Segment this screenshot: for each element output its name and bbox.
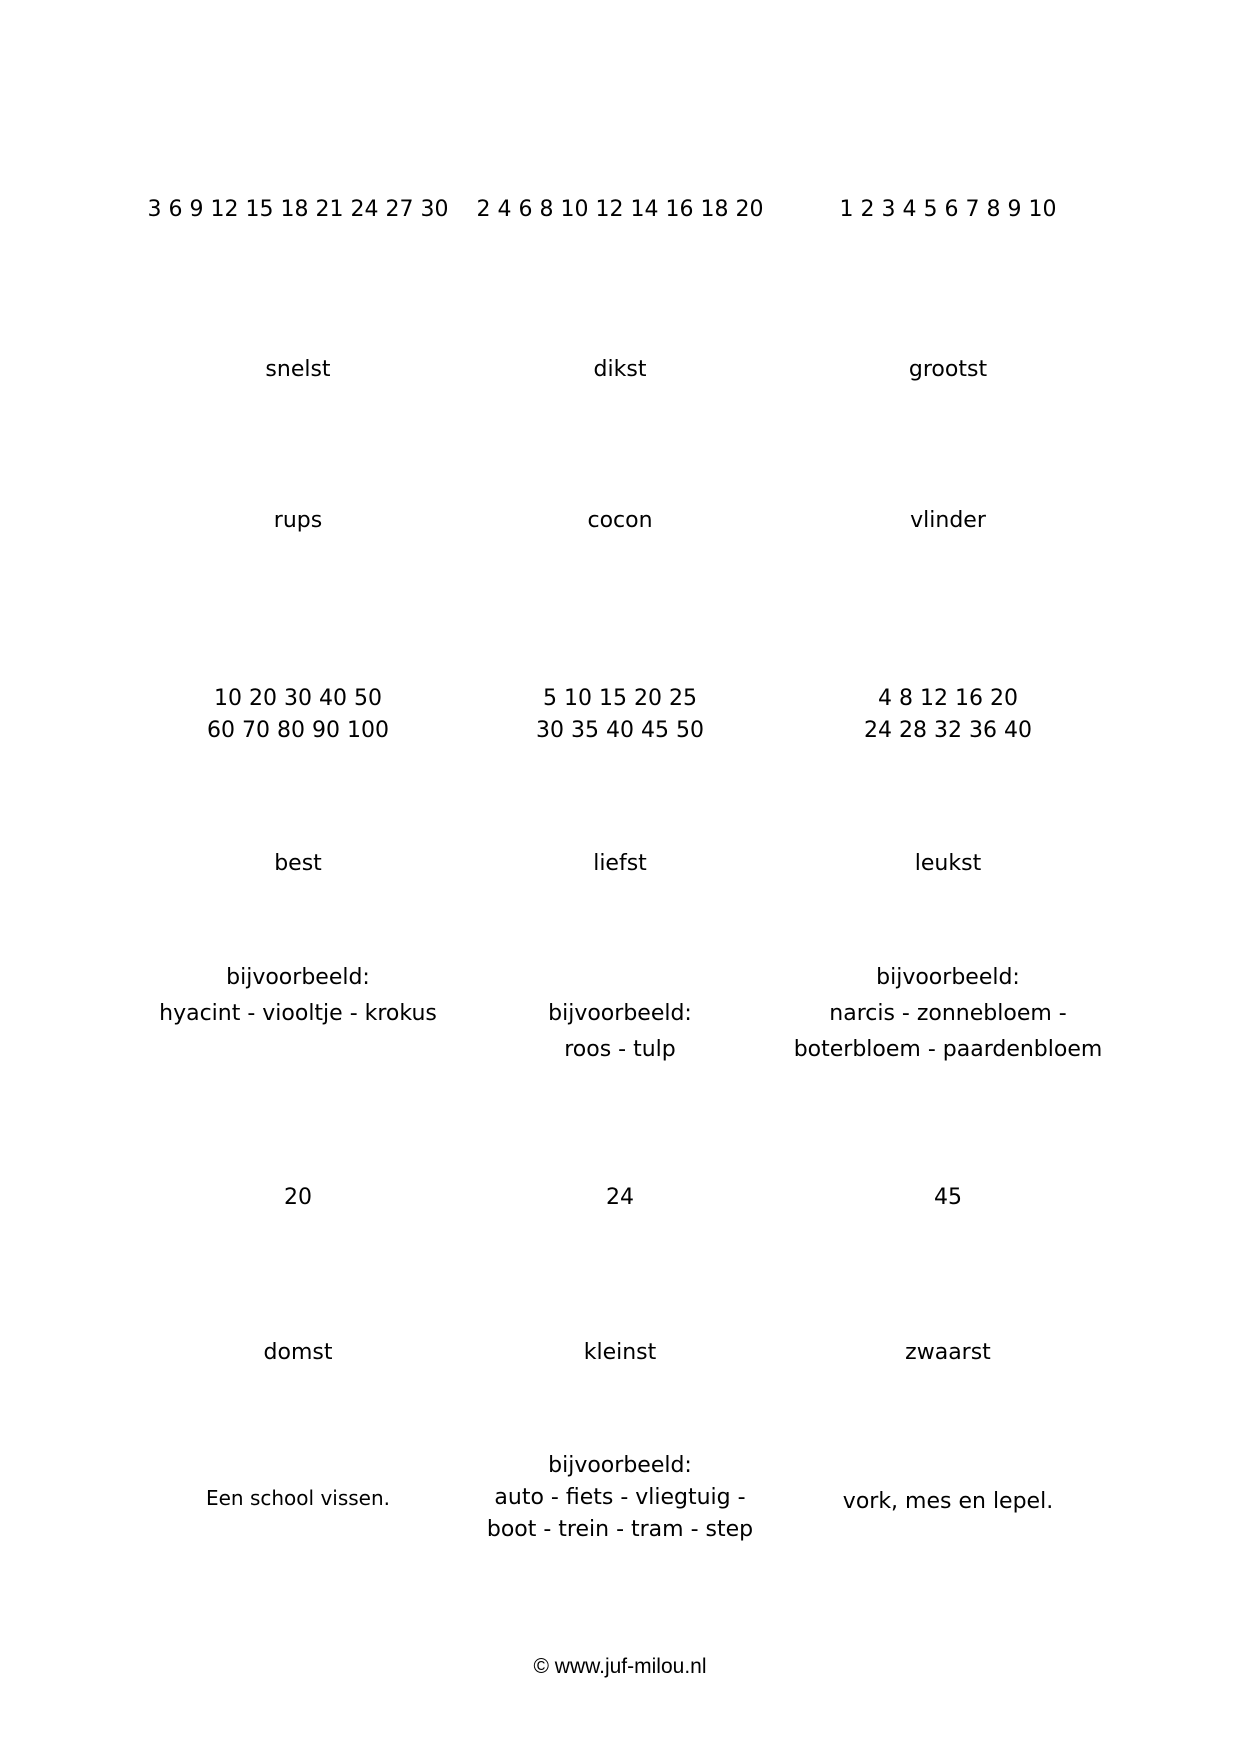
answer-text: 1 2 3 4 5 6 7 8 9 10 — [839, 197, 1057, 222]
answer-text: dikst — [593, 357, 647, 382]
answer-text: roos - tulp — [564, 1037, 676, 1062]
answer-text: rups — [273, 508, 323, 533]
answer-text: 24 — [606, 1185, 634, 1210]
answer-text: vlinder — [910, 508, 986, 533]
answer-text: zwaarst — [905, 1340, 991, 1365]
answer-text: snelst — [265, 357, 331, 382]
answer-text: bijvoorbeeld: — [876, 965, 1020, 990]
answer-cell — [455, 683, 785, 747]
answer-text: 2 4 6 8 10 12 14 16 18 20 — [476, 197, 764, 222]
answer-cell — [783, 352, 1113, 388]
answer-cell — [455, 846, 785, 882]
answer-text: kleinst — [583, 1340, 657, 1365]
answer-text: bijvoorbeeld: — [226, 965, 370, 990]
answer-cell — [783, 960, 1113, 1068]
answer-cell — [133, 846, 463, 882]
answer-cell — [783, 683, 1113, 747]
answer-cell — [783, 1180, 1113, 1216]
answer-cell — [455, 1450, 785, 1546]
answer-text: cocon — [587, 508, 653, 533]
answer-text: best — [274, 851, 322, 876]
answer-text: 30 35 40 45 50 — [536, 718, 704, 743]
answer-cell — [133, 503, 463, 539]
answer-text: hyacint - viooltje - krokus — [159, 1001, 437, 1026]
answer-cell — [455, 1180, 785, 1216]
answer-text: boot - trein - tram - step — [486, 1517, 754, 1542]
answer-cell — [455, 996, 785, 1068]
answer-text: 5 10 15 20 25 — [543, 686, 697, 711]
answer-text: boterbloem - paardenbloem — [793, 1037, 1103, 1062]
answer-text: leukst — [914, 851, 982, 876]
answer-text: 3 6 9 12 15 18 21 24 27 30 — [147, 197, 449, 222]
answer-text: 20 — [284, 1185, 312, 1210]
answer-cell — [783, 503, 1113, 539]
answer-cell — [455, 352, 785, 388]
answer-cell — [133, 352, 463, 388]
answer-text: vork, mes en lepel. — [842, 1489, 1054, 1514]
answer-cell — [133, 192, 463, 228]
answer-text: auto - fiets - vliegtuig - — [494, 1485, 746, 1510]
answer-cell — [133, 1180, 463, 1216]
answer-text: 24 28 32 36 40 — [864, 718, 1032, 743]
answer-text: 10 20 30 40 50 — [214, 686, 382, 711]
answer-text: 4 8 12 16 20 — [878, 686, 1018, 711]
copyright-footer: © www.juf-milou.nl — [533, 1655, 707, 1678]
answer-cell — [783, 1484, 1113, 1520]
answer-text: domst — [263, 1340, 333, 1365]
answer-cell — [133, 683, 463, 747]
answer-cell — [783, 192, 1113, 228]
answer-cell — [783, 1335, 1113, 1371]
answer-cell — [455, 503, 785, 539]
answer-text: 45 — [934, 1185, 962, 1210]
answer-text: bijvoorbeeld: — [548, 1453, 692, 1478]
answer-cell — [133, 960, 463, 1032]
answer-cell — [783, 846, 1113, 882]
answer-cell — [455, 1335, 785, 1371]
answer-text: 60 70 80 90 100 — [207, 718, 389, 743]
answer-text: narcis - zonnebloem - — [829, 1001, 1067, 1026]
answer-cell — [455, 192, 785, 228]
answer-text: Een school vissen. — [205, 1486, 391, 1510]
answer-text: bijvoorbeeld: — [548, 1001, 692, 1026]
answer-cell — [133, 1480, 463, 1516]
answer-text: liefst — [593, 851, 647, 876]
answer-cell — [133, 1335, 463, 1371]
answer-text: grootst — [908, 357, 988, 382]
